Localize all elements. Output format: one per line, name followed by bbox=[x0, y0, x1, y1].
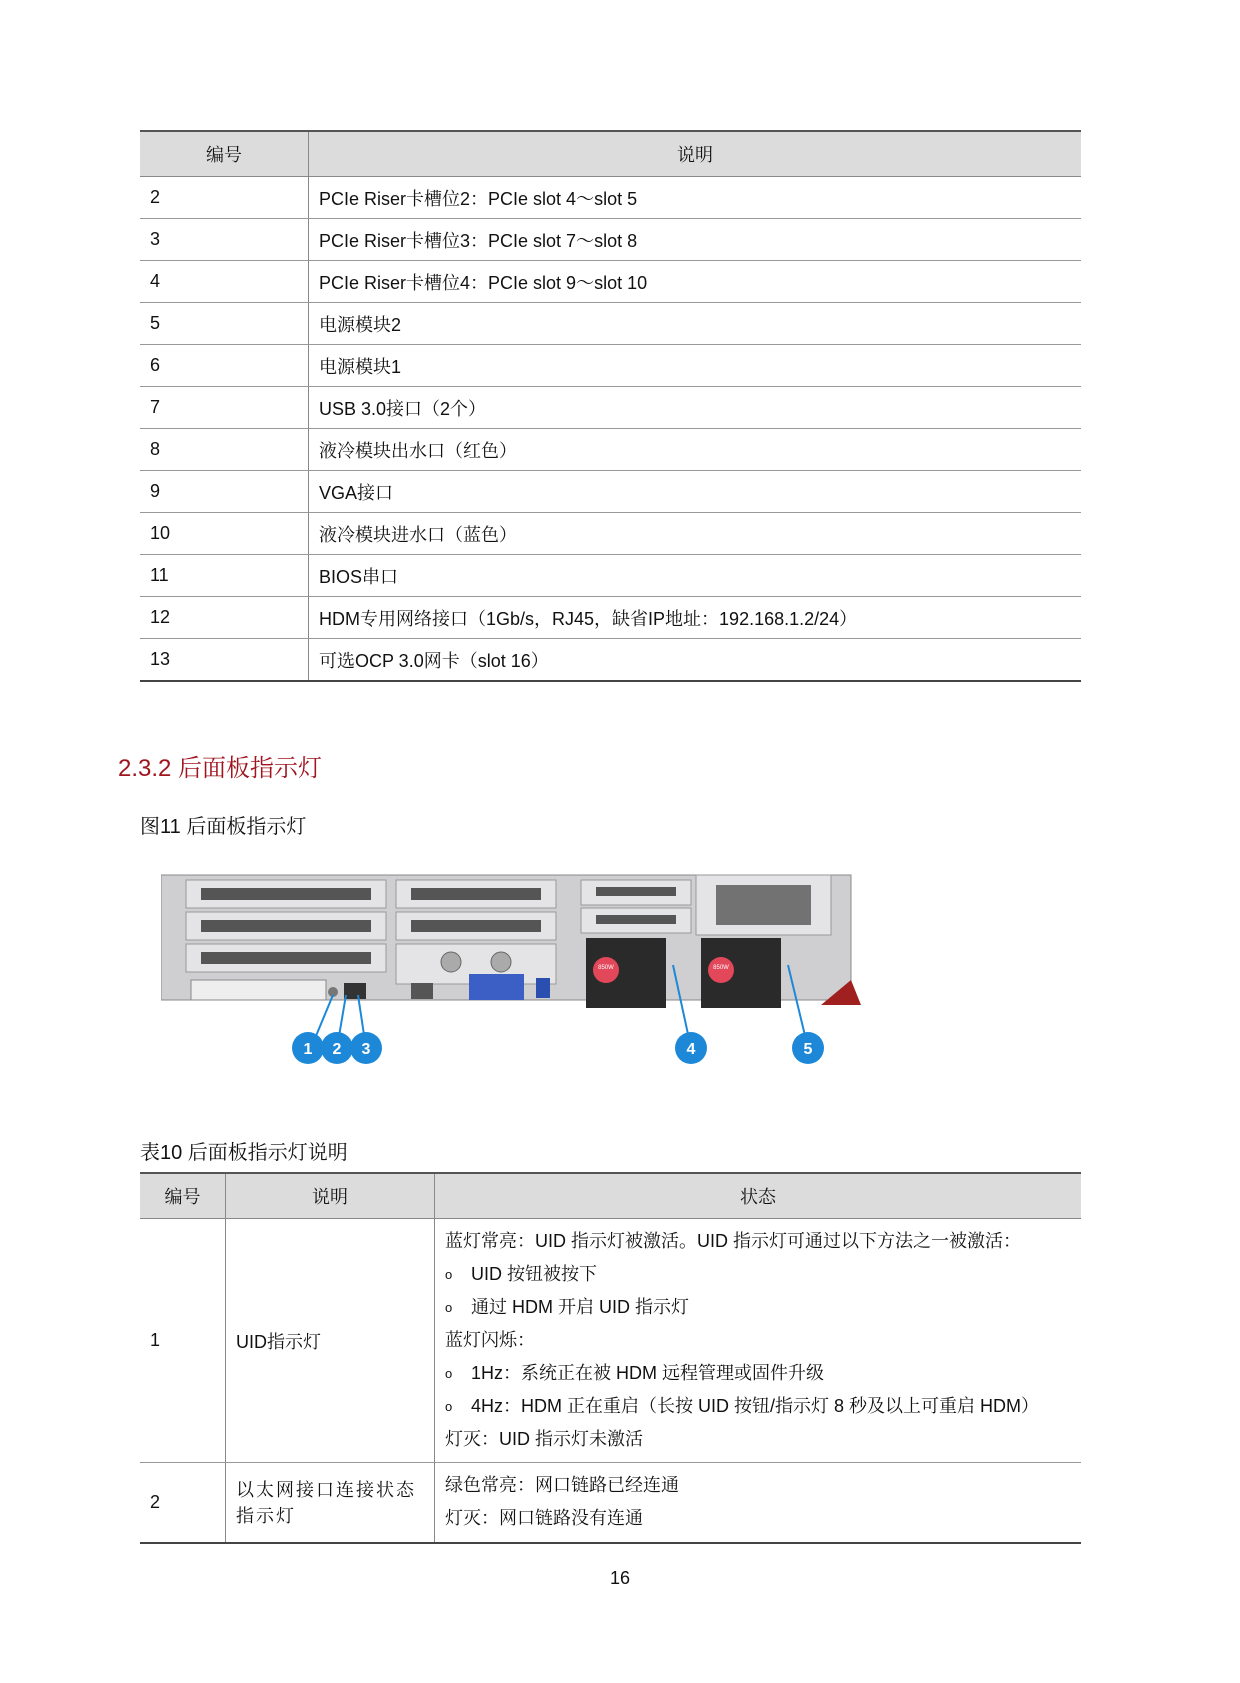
status-line: 蓝灯常亮：UID 指示灯被激活。UID 指示灯可通过以下方法之一被激活： bbox=[445, 1231, 1021, 1251]
callout-label: 2 bbox=[332, 1041, 342, 1058]
cell-description: PCIe Riser卡槽位4：PCIe slot 9～slot 10 bbox=[309, 261, 1082, 303]
table-row bbox=[140, 387, 1081, 429]
header-status: 状态 bbox=[435, 1173, 1082, 1219]
cell-number: 2 bbox=[140, 177, 309, 219]
callout-label: 4 bbox=[686, 1041, 696, 1058]
table-row bbox=[140, 261, 1081, 303]
cell-description: HDM专用网络接口（1Gb/s，RJ45，缺省IP地址：192.168.1.2/24） bbox=[309, 597, 1082, 639]
cell-number: 8 bbox=[140, 429, 309, 471]
cell-number: 4 bbox=[140, 261, 309, 303]
status-bullet: o 1Hz：系统正在被 HDM 远程管理或固件升级 bbox=[445, 1357, 1071, 1390]
table-row bbox=[140, 639, 1081, 682]
cell-number: 13 bbox=[140, 639, 309, 682]
cell-description: 可选OCP 3.0网卡（slot 16） bbox=[309, 639, 1082, 682]
cell-number: 10 bbox=[140, 513, 309, 555]
status-bullet: o 通过 HDM 开启 UID 指示灯 bbox=[445, 1291, 1071, 1324]
cell-number: 1 bbox=[140, 1219, 226, 1463]
callout-label: 5 bbox=[803, 1041, 813, 1058]
cell-number: 9 bbox=[140, 471, 309, 513]
section-heading: 2.3.2 后面板指示灯 bbox=[118, 755, 323, 782]
cell-description: PCIe Riser卡槽位3：PCIe slot 7～slot 8 bbox=[309, 219, 1082, 261]
callout-label: 1 bbox=[303, 1041, 313, 1058]
cell-number: 6 bbox=[140, 345, 309, 387]
figure-caption: 图11 后面板指示灯 bbox=[140, 816, 307, 838]
table-row bbox=[140, 1219, 1081, 1463]
table-row bbox=[140, 1463, 1081, 1543]
header-description: 说明 bbox=[226, 1173, 435, 1219]
table-row bbox=[140, 429, 1081, 471]
psu-1-label: 850W bbox=[713, 965, 729, 971]
status-line: 蓝灯闪烁： bbox=[445, 1330, 535, 1350]
cell-number: 12 bbox=[140, 597, 309, 639]
cell-status bbox=[435, 1219, 1082, 1463]
status-line: 灯灭：网口链路没有连通 bbox=[445, 1508, 643, 1529]
interface-table bbox=[140, 130, 1081, 682]
cell-number: 7 bbox=[140, 387, 309, 429]
status-bullet: o UID 按钮被按下 bbox=[445, 1258, 1071, 1291]
cell-description: 液冷模块出水口（红色） bbox=[309, 429, 1082, 471]
header-description: 说明 bbox=[309, 131, 1082, 177]
table-row bbox=[140, 219, 1081, 261]
status-line: 灯灭：UID 指示灯未激活 bbox=[445, 1429, 643, 1449]
page-number: 16 bbox=[609, 1568, 631, 1588]
cell-status bbox=[435, 1463, 1082, 1543]
cell-description: USB 3.0接口（2个） bbox=[309, 387, 1082, 429]
header-number: 编号 bbox=[140, 1173, 226, 1219]
cell-description: BIOS串口 bbox=[309, 555, 1082, 597]
cell-description: 电源模块2 bbox=[309, 303, 1082, 345]
cell-description: 电源模块1 bbox=[309, 345, 1082, 387]
rear-panel-image bbox=[161, 870, 891, 1065]
status-bullet: o 4Hz：HDM 正在重启（长按 UID 按钮/指示灯 8 秒及以上可重启 HDM） bbox=[445, 1390, 1071, 1423]
table-caption: 表10 后面板指示灯说明 bbox=[140, 1142, 348, 1164]
indicator-table bbox=[140, 1172, 1081, 1544]
table-row bbox=[140, 597, 1081, 639]
cell-number: 5 bbox=[140, 303, 309, 345]
table-row bbox=[140, 471, 1081, 513]
cell-description: 以太网接口连接状态指示灯 bbox=[226, 1463, 435, 1543]
table-row bbox=[140, 177, 1081, 219]
psu-2-label: 850W bbox=[598, 965, 614, 971]
cell-number: 3 bbox=[140, 219, 309, 261]
header-number: 编号 bbox=[140, 131, 309, 177]
callout-label: 3 bbox=[361, 1041, 371, 1058]
table-row bbox=[140, 303, 1081, 345]
status-line: 绿色常亮：网口链路已经连通 bbox=[445, 1475, 679, 1496]
cell-description: 液冷模块进水口（蓝色） bbox=[309, 513, 1082, 555]
cell-description: UID指示灯 bbox=[226, 1219, 435, 1463]
table-row bbox=[140, 345, 1081, 387]
cell-number: 11 bbox=[140, 555, 309, 597]
table-row bbox=[140, 555, 1081, 597]
cell-number: 2 bbox=[140, 1463, 226, 1543]
cell-description: VGA接口 bbox=[309, 471, 1082, 513]
table-row bbox=[140, 513, 1081, 555]
cell-description: PCIe Riser卡槽位2：PCIe slot 4～slot 5 bbox=[309, 177, 1082, 219]
